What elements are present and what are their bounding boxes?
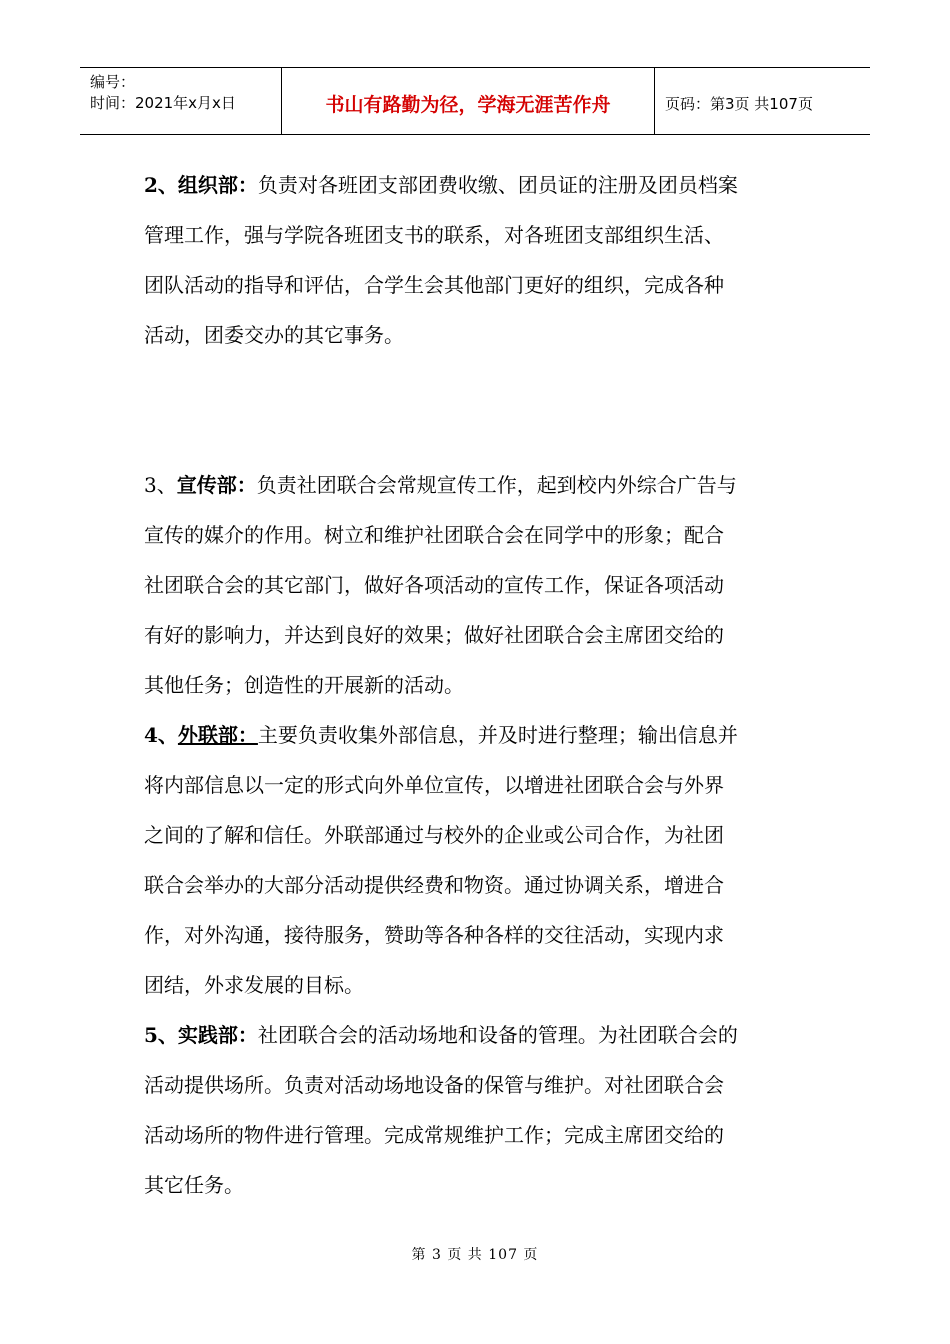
section-text: 负责对各班团支部团费收缴、团员证的注册及团员档案 bbox=[257, 173, 738, 197]
paragraph-line: 之间的了解和信任。外联部通过与校外的企业或公司合作，为社团 bbox=[144, 823, 724, 847]
header-page-info: 页码：第3页 共107页 bbox=[665, 94, 813, 113]
document-body bbox=[144, 160, 809, 1210]
paragraph-line: 作，对外沟通，接待服务，赞助等各种各样的交往活动，实现内求 bbox=[144, 923, 724, 947]
paragraph-line: 活动场所的物件进行管理。完成常规维护工作；完成主席团交给的 bbox=[144, 1123, 724, 1147]
section-number: 5、 bbox=[144, 1023, 178, 1047]
paragraph-line: 有好的影响力，并达到良好的效果；做好社团联合会主席团交给的 bbox=[144, 623, 724, 647]
section-text: 社团联合会的活动场地和设备的管理。为社团联合会的 bbox=[257, 1023, 738, 1047]
section-text: 负责社团联合会常规宣传工作，起到校内外综合广告与 bbox=[256, 473, 737, 497]
header-number-label: 编号： bbox=[90, 73, 136, 91]
section-title: 外联部： bbox=[177, 723, 258, 747]
section-number: 4、 bbox=[144, 723, 178, 747]
section-title: 组织部： bbox=[177, 173, 258, 197]
spacer bbox=[144, 360, 809, 460]
paragraph-line: 其他任务；创造性的开展新的活动。 bbox=[144, 673, 464, 697]
paragraph-line: 活动提供场所。负责对活动场地设备的保管与维护。对社团联合会 bbox=[144, 1073, 724, 1097]
paragraph-line bbox=[144, 460, 809, 510]
paragraph-line: 社团联合会的其它部门，做好各项活动的宣传工作，保证各项活动 bbox=[144, 573, 724, 597]
section-publicity bbox=[144, 460, 809, 710]
section-external-relations bbox=[144, 710, 809, 1010]
paragraph-line: 其它任务。 bbox=[144, 1173, 244, 1197]
paragraph-line: 将内部信息以一定的形式向外单位宣传，以增进社团联合会与外界 bbox=[144, 773, 724, 797]
paragraph-line: 管理工作，强与学院各班团支书的联系，对各班团支部组织生活、 bbox=[144, 223, 724, 247]
header-time-label: 时间：2021年x月x日 bbox=[90, 94, 236, 112]
paragraph-line: 团结，外求发展的目标。 bbox=[144, 973, 364, 997]
section-practice bbox=[144, 1010, 809, 1210]
paragraph-line: 宣传的媒介的作用。树立和维护社团联合会在同学中的形象；配合 bbox=[144, 523, 724, 547]
paragraph-line bbox=[144, 160, 809, 210]
paragraph-line: 团队活动的指导和评估，合学生会其他部门更好的组织，完成各种 bbox=[144, 273, 724, 297]
header-meta-cell bbox=[80, 68, 282, 134]
section-title: 实践部： bbox=[177, 1023, 258, 1047]
document-header bbox=[80, 67, 870, 135]
paragraph-line: 联合会举办的大部分活动提供经费和物资。通过协调关系，增进合 bbox=[144, 873, 724, 897]
section-number: 3、 bbox=[144, 473, 177, 497]
paragraph-line bbox=[144, 1010, 809, 1060]
section-number: 2、 bbox=[144, 173, 178, 197]
paragraph-line bbox=[144, 710, 809, 760]
section-title: 宣传部： bbox=[176, 473, 257, 497]
section-organization bbox=[144, 160, 809, 360]
header-motto: 书山有路勤为径，学海无涯苦作舟 bbox=[282, 68, 655, 134]
page-footer: 第 3 页 共 107 页 bbox=[411, 1247, 539, 1263]
paragraph-line: 活动，团委交办的其它事务。 bbox=[144, 323, 404, 347]
section-text: 主要负责收集外部信息，并及时进行整理；输出信息并 bbox=[257, 723, 738, 747]
